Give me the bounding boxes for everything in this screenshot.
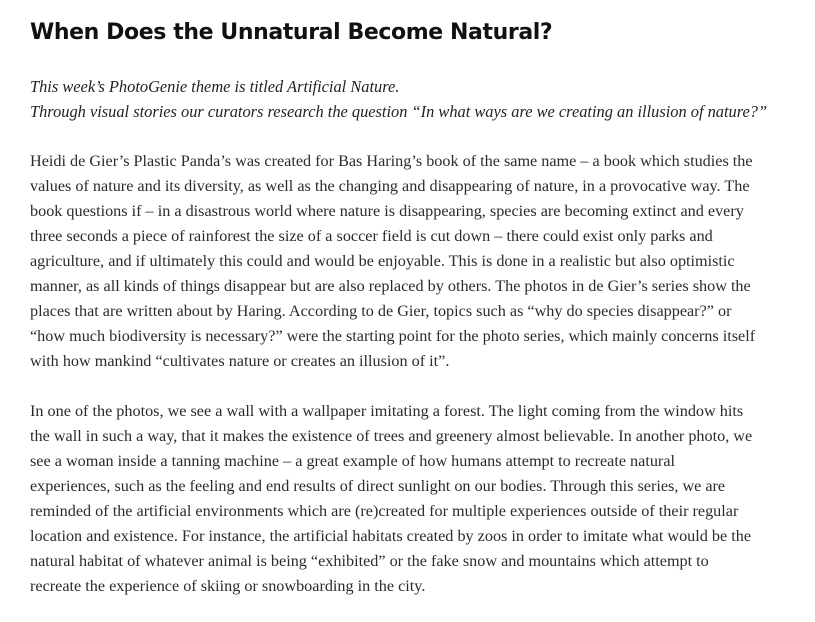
text-line: book questions if – in a disastrous world where nature is disappearing, species are becoming extinct and every (30, 202, 744, 220)
text-line: the wall in such a way, that it makes the existence of trees and greenery almost believable. In another photo, we (30, 427, 753, 445)
text-line: places that are written about by Haring. According to de Gier, topics such as “why do species disappear?” or (30, 302, 732, 320)
text-line: reminded of the artificial environments which are (re)created for multiple experiences outside of their regular (30, 502, 739, 520)
text-line: location and existence. For instance, the artificial habitats created by zoos in order to imitate what would be the (30, 527, 751, 545)
text-line: see a woman inside a tanning machine – a great example of how humans attempt to recreate natural (30, 452, 676, 470)
text-line: “how much biodiversity is necessary?” were the starting point for the photo series, which mainly concerns itself (30, 327, 756, 345)
text-line: recreate the experience of skiing or snowboarding in the city. (30, 577, 426, 595)
intro-line: Through visual stories our curators research the question “In what ways are we creating an illusion of nature?” (30, 102, 768, 121)
intro-line: This week’s PhotoGenie theme is titled Artificial Nature. (30, 77, 400, 96)
text-line: In one of the photos, we see a wall with a wallpaper imitating a forest. The light coming from the window hits (30, 402, 744, 420)
article (30, 0, 790, 599)
text-line: experiences, such as the feeling and end results of direct sunlight on our bodies. Through this series, we are (30, 477, 726, 495)
text-line: values of nature and its diversity, as well as the changing and disappearing of nature, in a provocative way. The (30, 177, 750, 195)
body-paragraph-2 (30, 399, 790, 599)
text-line: Heidi de Gier’s Plastic Panda’s was created for Bas Haring’s book of the same name – a book which studies the (30, 152, 753, 170)
text-line: manner, as all kinds of things disappear but are also replaced by others. The photos in de Gier’s series show the (30, 277, 751, 295)
body-paragraph-1 (30, 149, 790, 374)
article-title: When Does the Unnatural Become Natural? (30, 20, 553, 45)
text-line: natural habitat of whatever animal is being “exhibited” or the fake snow and mountains which attempt to (30, 552, 709, 570)
text-line: with how mankind “cultivates nature or creates an illusion of it”. (30, 352, 450, 370)
text-line: agriculture, and if ultimately this could and would be enjoyable. This is done in a realistic but also optimistic (30, 252, 735, 270)
text-line: three seconds a piece of rainforest the size of a soccer field is cut down – there could exist only parks and (30, 227, 713, 245)
intro-paragraph (30, 74, 790, 124)
